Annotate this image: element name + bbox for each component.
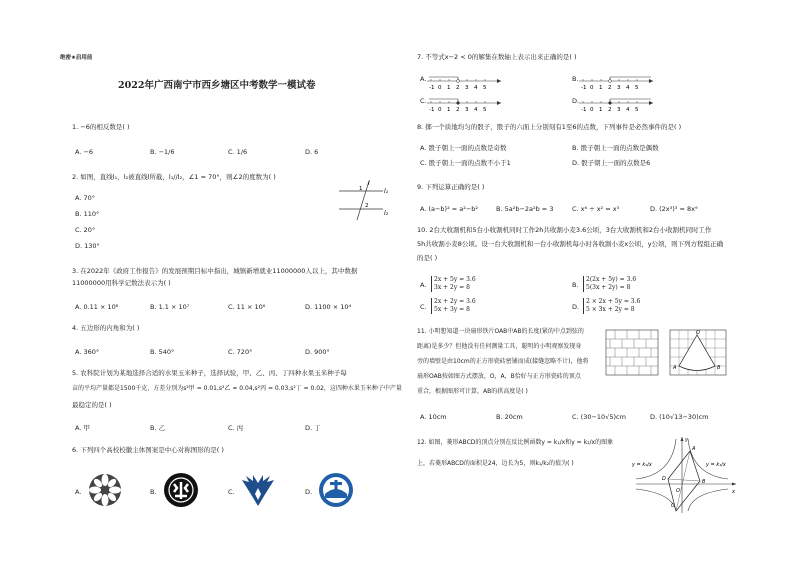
- q3-option-c[interactable]: C. 11 × 10⁶: [228, 303, 266, 311]
- q10-stem-line2: 5h共收割小麦8公顷。设一台大收割机和一台小收割机每小时各收割小麦x公顷，y公顷，则下列方程组正确: [417, 240, 724, 248]
- q7-endpoint-dot: [457, 102, 460, 105]
- q7-stem: 7. 不等式x−2 < 0的解集在数轴上表示出来正确的是( ): [417, 53, 577, 61]
- q8-option-c[interactable]: C. 骰子朝上一面的点数不小于1: [420, 159, 511, 167]
- q12-stem-line2: 上，若菱形ABCD的面积是24，边长为5，则k₁/k₂的值为( ): [417, 460, 574, 467]
- q7-tick-label: 1: [447, 85, 451, 91]
- q12-right-function-label: y = k₁/x: [706, 462, 726, 468]
- q9-stem: 9. 下列运算正确的是( ): [417, 183, 485, 191]
- q11-label-o: O: [696, 330, 700, 336]
- q6-option-a[interactable]: A.: [75, 488, 82, 496]
- q7-numberline-b: [579, 73, 659, 95]
- q7-tick-label: 3: [617, 107, 621, 113]
- q7-tick-label: -1: [429, 85, 435, 91]
- q7-endpoint-dot: [609, 102, 612, 105]
- q6-option-d[interactable]: D.: [305, 488, 313, 496]
- q12-label-a: A: [692, 446, 696, 452]
- q6-emblem-b-icon: [163, 472, 199, 508]
- q11-option-b[interactable]: B. 20cm: [496, 413, 523, 421]
- q7-numberline-c: [427, 95, 507, 117]
- page-title: 2022年广西南宁市西乡塘区中考数学一模试卷: [118, 80, 316, 91]
- q9-option-a[interactable]: A. (a−b)² = a²−b²: [420, 205, 479, 213]
- q7-tick-label: 2: [608, 85, 612, 91]
- q9-option-b[interactable]: B. 5a²b−2a²b = 3: [496, 205, 554, 213]
- q7-tick-label: 3: [617, 85, 621, 91]
- q11-stem-line3: 旁的墙壁是由10cm的正方形瓷砖密铺而成(接缝忽略不计)，他将: [417, 358, 589, 365]
- q7-numberline-d: [579, 95, 659, 117]
- q7-tick-label: 1: [447, 107, 451, 113]
- q11-option-d[interactable]: D. (10√13−30)cm: [650, 413, 709, 421]
- q7-tick-label: 2: [456, 107, 460, 113]
- q5-option-c[interactable]: C. 丙: [228, 424, 244, 432]
- q7-tick-label: -1: [581, 85, 587, 91]
- q2-angle-1: 1: [359, 186, 363, 192]
- q12-axis-y-label: y: [685, 437, 688, 443]
- q10-stem-line3: 的是( ): [417, 254, 438, 262]
- q7-tick-label: 4: [474, 85, 478, 91]
- q3-option-b[interactable]: B. 1.1 × 10⁷: [150, 303, 190, 311]
- q7-tick-label: 0: [438, 85, 442, 91]
- q10-system-b: 2(2x + 5y) = 3.6 5(3x + 2y) = 8: [583, 276, 636, 292]
- q8-option-d[interactable]: D. 骰子朝上一面的点数是6: [572, 159, 651, 167]
- q10-system-a: 2x + 5y = 3.6 3x + 2y = 8: [431, 276, 476, 292]
- q3-option-a[interactable]: A. 0.11 × 10⁸: [75, 303, 119, 311]
- q6-emblem-a-icon: [88, 473, 122, 507]
- q2-parallel-lines-figure: [335, 178, 390, 223]
- q11-option-a[interactable]: A. 10cm: [420, 413, 447, 421]
- q12-stem-line1: 12. 如图，菱形ABCD的顶点分别在反比例函数y = k₁/x和y = k₂/x的图象: [417, 439, 614, 446]
- q6-emblem-d-icon: [318, 472, 354, 508]
- q10-system-c: 2x + 2y = 3.6 5x + 3y = 8: [431, 298, 476, 314]
- q7-endpoint-dot: [609, 80, 612, 83]
- q4-option-d[interactable]: D. 900°: [305, 348, 330, 356]
- q10-option-b[interactable]: B.: [572, 281, 579, 289]
- q4-option-a[interactable]: A. 360°: [75, 348, 100, 356]
- q12-origin-label: O: [676, 488, 680, 494]
- q7-tick-label: 2: [608, 107, 612, 113]
- q2-label-l1: l₁: [384, 188, 389, 195]
- q9-option-c[interactable]: C. x⁶ ÷ x² = x³: [572, 205, 620, 213]
- q11-tile-wall-figure: [605, 329, 730, 377]
- q11-stem-line5: 重合，根据图形可计算，AB的拱高度是( ): [417, 388, 528, 395]
- q7-tick-label: 0: [438, 107, 442, 113]
- q7-tick-label: -1: [581, 107, 587, 113]
- q7-tick-label: 3: [465, 107, 469, 113]
- q12-rhombus-hyperbola-figure: [628, 433, 740, 515]
- q7-option-b[interactable]: B.: [572, 75, 579, 83]
- q2-option-a[interactable]: A. 70°: [75, 194, 95, 202]
- q7-tick-label: 4: [474, 107, 478, 113]
- q11-label-a: A: [673, 365, 677, 371]
- q7-numberline-a: [427, 73, 507, 95]
- q2-label-l2: l₂: [384, 210, 389, 217]
- q10-option-d[interactable]: D.: [572, 303, 580, 311]
- q7-tick-label: 5: [635, 107, 639, 113]
- q10-stem-line1: 10. 2台大收割机和5台小收割机同时工作2h共收割小麦3.6公顷，3台大收割机和2台小收割机同时工作: [417, 226, 712, 234]
- q5-option-d[interactable]: D. 丁: [305, 424, 321, 432]
- q5-option-a[interactable]: A. 甲: [75, 424, 90, 432]
- q3-stem-line2: 11000000用科学记数法表示为( ): [72, 279, 171, 287]
- q11-option-c[interactable]: C. (30−10√5)cm: [572, 413, 626, 421]
- q2-label-l: l: [368, 180, 370, 187]
- q4-option-b[interactable]: B. 540°: [150, 348, 175, 356]
- q7-endpoint-dot: [457, 80, 460, 83]
- q9-option-d[interactable]: D. (2x³)³ = 8x⁹: [650, 205, 698, 213]
- q11-stem-line4: 扇形OAB按如图方式摆放，O，A，B恰好与正方形瓷砖的顶点: [417, 373, 581, 380]
- q1-option-d[interactable]: D. 6: [305, 148, 319, 156]
- q1-option-a[interactable]: A. −6: [75, 148, 94, 156]
- q5-stem-line1: 5. 农科院计划为某地选择合适的水果玉米种子，选择试验，甲、乙、丙、丁四种水果玉米种子每: [72, 369, 347, 377]
- q1-option-c[interactable]: C. 1/6: [228, 148, 248, 156]
- q1-stem: 1. −6的相反数是( ): [72, 123, 130, 131]
- q12-left-function-label: y = k₂/x: [632, 462, 652, 468]
- q2-angle-2: 2: [365, 203, 369, 209]
- q5-option-b[interactable]: B. 乙: [150, 424, 166, 432]
- q11-label-b: B: [717, 365, 721, 371]
- q7-tick-label: 5: [635, 85, 639, 91]
- q6-stem: 6. 下列四个高校校徽主体图案是中心对称图形的是( ): [72, 446, 224, 454]
- q2-stem: 2. 如图，直线l₁，l₂被直线l所截，l₁//l₂，∠1 = 70°，则∠2的度数为( ): [72, 173, 276, 181]
- q5-stem-line2: 亩的平均产量都是1500千克，方差分别为s²甲 = 0.01,s²乙 = 0.04,s²丙 = 0.03,s²丁 = 0.02，这四种水果玉米种子中产量: [72, 385, 402, 392]
- q7-tick-label: 5: [483, 85, 487, 91]
- q4-option-c[interactable]: C. 720°: [228, 348, 253, 356]
- q6-option-b[interactable]: B.: [150, 488, 157, 496]
- q6-option-c[interactable]: C.: [228, 488, 235, 496]
- q7-tick-label: 0: [590, 85, 594, 91]
- q7-option-c[interactable]: C.: [420, 97, 427, 105]
- q12-label-c: C: [671, 503, 675, 509]
- q3-stem-line1: 3. 在2022年《政府工作报告》的发展预期目标中指出，城镇新增就业11000000人以上，其中数据: [72, 267, 358, 275]
- q7-option-a[interactable]: A.: [420, 75, 427, 83]
- q7-tick-label: 4: [626, 107, 630, 113]
- q12-label-b: B: [702, 479, 706, 485]
- q8-option-a[interactable]: A. 骰子朝上一面的点数是奇数: [420, 144, 507, 152]
- q2-option-b[interactable]: B. 110°: [75, 210, 100, 218]
- q7-tick-label: 1: [599, 107, 603, 113]
- q7-tick-label: 3: [465, 85, 469, 91]
- q11-stem-line2: 距离)是多少？但他没有任何测量工具，聪明的小明观察发现身: [417, 343, 582, 350]
- q11-stem-line1: 11. 小明想知道一块扇形铁片OAB中AB的长度(紧的中点到弦的: [417, 328, 584, 335]
- q5-stem-line3: 最稳定的是( ): [72, 401, 112, 409]
- q7-option-d[interactable]: D.: [572, 97, 580, 105]
- q7-tick-label: 2: [456, 85, 460, 91]
- q7-tick-label: -1: [429, 107, 435, 113]
- q6-emblem-c-icon: [240, 474, 276, 508]
- q8-option-b[interactable]: B. 骰子朝上一面的点数是偶数: [572, 144, 659, 152]
- q3-option-d[interactable]: D. 1100 × 10⁴: [305, 303, 352, 311]
- q12-axis-x-label: x: [732, 489, 735, 495]
- q10-option-a[interactable]: A.: [420, 281, 427, 289]
- q7-tick-label: 1: [599, 85, 603, 91]
- q8-stem: 8. 掷一个质地均匀的骰子，骰子的六面上分别刻有1至6的点数，下列事件是必然事件的是( ): [417, 123, 682, 131]
- q7-tick-label: 0: [590, 107, 594, 113]
- q7-tick-label: 5: [483, 107, 487, 113]
- q7-tick-label: 4: [626, 85, 630, 91]
- q1-option-b[interactable]: B. −1/6: [150, 148, 175, 156]
- q12-label-d: D: [662, 476, 666, 482]
- q2-option-c[interactable]: C. 20°: [75, 226, 96, 234]
- q10-system-d: 2 × 2x + 5y = 3.6 5 × 3x + 2y = 8: [583, 298, 640, 314]
- q2-option-d[interactable]: D. 130°: [75, 242, 100, 250]
- q10-option-c[interactable]: C.: [420, 303, 427, 311]
- q4-stem: 4. 五边形的内角和为( ): [72, 324, 140, 332]
- secret-label: 绝密★启用前: [60, 55, 93, 61]
